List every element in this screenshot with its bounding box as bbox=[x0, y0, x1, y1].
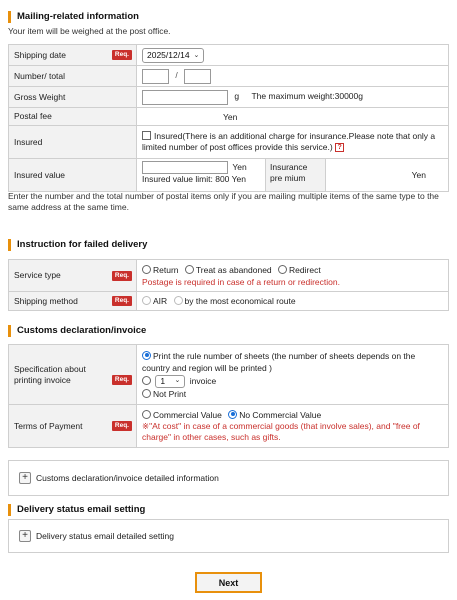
option-print-rule: Print the rule number of sheets (the number of sheets depends on the country and region will be printed ) bbox=[142, 350, 416, 373]
row-gross-weight bbox=[9, 87, 449, 108]
section-title-failed-delivery: Instruction for failed delivery bbox=[8, 239, 147, 251]
terms-note: ※"At cost" in case of a commercial goods (that involve sales), and "free of charge" in other cases, such as gifts. bbox=[142, 420, 420, 442]
radio-economical[interactable] bbox=[174, 296, 183, 305]
insured-value-label: Insured value bbox=[14, 169, 66, 180]
section-title-delivery-email: Delivery status email setting bbox=[8, 504, 145, 516]
radio-abandoned[interactable] bbox=[185, 265, 194, 274]
row-print-spec bbox=[9, 345, 449, 405]
radio-no-commercial-value[interactable] bbox=[228, 410, 237, 419]
mailing-form-table bbox=[8, 44, 449, 192]
option-not-print: Not Print bbox=[153, 388, 187, 399]
invoice-suffix: invoice bbox=[189, 376, 217, 386]
gross-weight-label-cell bbox=[9, 87, 137, 108]
required-badge: Req. bbox=[112, 375, 132, 385]
required-badge: Req. bbox=[112, 421, 132, 431]
shipping-date-label: Shipping date bbox=[14, 49, 66, 60]
required-badge: Req. bbox=[112, 271, 132, 281]
option-economical: by the most economical route bbox=[184, 295, 296, 306]
not-print-row bbox=[142, 388, 443, 400]
delivery-email-detail-label: Delivery status email detailed setting bbox=[36, 531, 174, 541]
number-total-value-cell bbox=[137, 66, 449, 87]
terms-label: Terms of Payment bbox=[14, 420, 83, 431]
number-separator: / bbox=[175, 70, 178, 81]
service-type-label: Service type bbox=[14, 270, 61, 280]
postal-fee-label-cell bbox=[9, 108, 137, 126]
row-postal-fee bbox=[9, 108, 449, 126]
shipping-date-value-cell bbox=[137, 45, 449, 66]
terms-value-cell bbox=[137, 405, 449, 448]
shipping-date-value: 2025/12/14 bbox=[147, 50, 190, 60]
insured-value-input-group bbox=[137, 159, 265, 191]
print-rule-row bbox=[142, 350, 443, 374]
required-badge: Req. bbox=[112, 296, 132, 306]
option-return: Return bbox=[153, 264, 179, 275]
row-service-type bbox=[9, 260, 449, 292]
shipping-date-select[interactable] bbox=[142, 48, 204, 63]
number-total-label: Number/ total bbox=[14, 70, 66, 81]
radio-print-rule[interactable] bbox=[142, 351, 151, 360]
max-weight-note: The maximum weight:30000g bbox=[251, 91, 363, 102]
insured-value-input[interactable] bbox=[142, 161, 228, 174]
next-button[interactable]: Next bbox=[195, 572, 262, 593]
insured-value-limit: Insured value limit: 800 Yen bbox=[142, 174, 246, 184]
number-input[interactable] bbox=[142, 69, 169, 84]
shipping-method-label: Shipping method bbox=[14, 295, 78, 306]
gross-weight-label: Gross Weight bbox=[14, 91, 66, 102]
insured-checkbox[interactable] bbox=[142, 131, 151, 140]
mailing-subtext: Your item will be weighed at the post office. bbox=[8, 26, 171, 36]
radio-air[interactable] bbox=[142, 296, 151, 305]
option-no-commercial-value: No Commercial Value bbox=[239, 409, 322, 420]
shipping-date-label-cell bbox=[9, 45, 137, 66]
failed-delivery-table bbox=[8, 259, 449, 311]
help-icon[interactable]: ? bbox=[335, 143, 344, 152]
invoice-count-value: 1 bbox=[160, 376, 166, 386]
postal-fee-value-cell bbox=[137, 108, 449, 126]
radio-commercial-value[interactable] bbox=[142, 410, 151, 419]
chevron-down-icon: ⌄ bbox=[174, 377, 181, 384]
chevron-down-icon: ⌄ bbox=[193, 52, 200, 59]
postal-fee-unit: Yen bbox=[223, 111, 238, 122]
radio-not-print[interactable] bbox=[142, 389, 151, 398]
radio-invoice-count[interactable] bbox=[142, 376, 151, 385]
section-title-mailing: Mailing-related information bbox=[8, 11, 139, 23]
delivery-email-expander[interactable] bbox=[8, 519, 449, 553]
insured-value-unit: Yen bbox=[232, 161, 247, 172]
gross-weight-value-cell bbox=[137, 87, 449, 108]
option-air: AIR bbox=[153, 295, 168, 306]
row-terms-payment bbox=[9, 405, 449, 448]
shipping-method-label-cell bbox=[9, 292, 137, 311]
option-abandoned: Treat as abandoned bbox=[195, 264, 272, 275]
customs-detail-label: Customs declaration/invoice detailed information bbox=[36, 473, 219, 483]
row-shipping-method bbox=[9, 292, 449, 311]
customs-detail-expander[interactable] bbox=[8, 460, 449, 496]
insurance-premium-value-cell bbox=[326, 159, 448, 191]
postal-fee-label: Postal fee bbox=[14, 111, 52, 121]
insured-text: Insured(There is an additional charge for insurance.Please note that only a limited number of post offices provide this service.) bbox=[142, 131, 436, 152]
service-type-value-cell bbox=[137, 260, 449, 292]
insured-value-label-cell bbox=[9, 159, 137, 192]
required-badge: Req. bbox=[112, 50, 132, 60]
invoice-count-row bbox=[142, 375, 443, 388]
print-spec-label-cell bbox=[9, 345, 137, 405]
gross-weight-input[interactable] bbox=[142, 90, 228, 105]
invoice-count-select[interactable] bbox=[155, 375, 185, 388]
insured-label-cell bbox=[9, 126, 137, 159]
plus-icon[interactable]: + bbox=[19, 472, 31, 484]
print-spec-value-cell bbox=[137, 345, 449, 405]
insurance-premium-unit: Yen bbox=[411, 170, 426, 180]
insured-value-value-cell bbox=[137, 159, 449, 192]
shipping-method-value-cell bbox=[137, 292, 449, 311]
gross-weight-unit: g bbox=[234, 91, 240, 102]
radio-redirect[interactable] bbox=[278, 265, 287, 274]
number-total-label-cell bbox=[9, 66, 137, 87]
insured-value-cell bbox=[137, 126, 449, 159]
service-type-note: Postage is required in case of a return or redirection. bbox=[142, 276, 340, 287]
mailing-note: Enter the number and the total number of postal items only if you are mailing multiple items of the same type to the same address at the same time. bbox=[8, 191, 439, 212]
option-commercial-value: Commercial Value bbox=[153, 409, 222, 420]
terms-label-cell bbox=[9, 405, 137, 448]
customs-table bbox=[8, 344, 449, 448]
print-spec-label: Specification about printing invoice bbox=[14, 363, 86, 385]
row-insured bbox=[9, 126, 449, 159]
insurance-premium-label-cell bbox=[265, 159, 326, 191]
insurance-premium-label: Insurance pre mium bbox=[270, 162, 308, 183]
total-input[interactable] bbox=[184, 69, 211, 84]
row-insured-value bbox=[9, 159, 449, 192]
insured-label: Insured bbox=[14, 136, 43, 147]
service-type-label-cell bbox=[9, 260, 137, 292]
section-title-customs: Customs declaration/invoice bbox=[8, 325, 146, 337]
row-shipping-date bbox=[9, 45, 449, 66]
option-redirect: Redirect bbox=[289, 264, 321, 275]
row-number-total bbox=[9, 66, 449, 87]
plus-icon[interactable]: + bbox=[19, 530, 31, 542]
radio-return[interactable] bbox=[142, 265, 151, 274]
